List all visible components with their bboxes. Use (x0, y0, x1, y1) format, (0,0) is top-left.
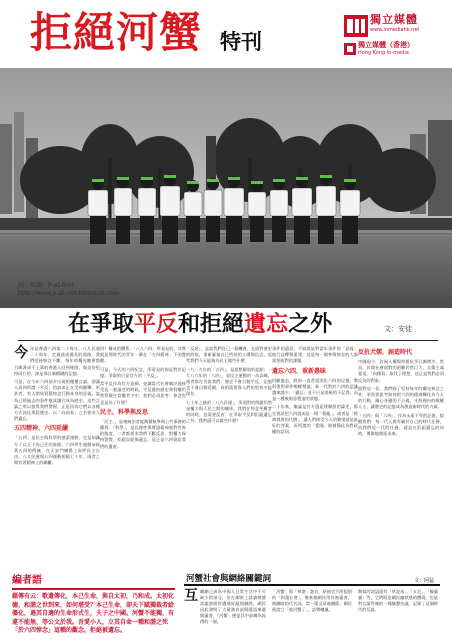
editor-note (12, 574, 175, 634)
brand-mark-icon (344, 43, 356, 55)
editor-note-divider (12, 588, 175, 590)
headline-highlight: 平反 (134, 312, 179, 337)
paragraph: 一九一九年的「五四」，是思想解放的起點；一九八九年的「六四」，是民主運動的一次高峰。兩者都在告訴我們：歷史不會自動平反，記憶也不會自動延續，真相需要靠人們的堅持才能保存。 (186, 366, 272, 397)
keyword-column (184, 574, 440, 632)
brand-name-chinese: 獨立媒體（香港） (358, 41, 414, 49)
paragraph: 事件的還原，不如說是對當年事件的「意義」進行詮釋與重建，這是每一個參與悼念的人都需要面對的課題。 (272, 346, 358, 364)
paragraph (14, 346, 100, 377)
drop-cap: 今 (14, 345, 28, 361)
article-headline (68, 312, 332, 338)
paragraph-text: 年是香港六四第二十周年，八九民運二十周年，走過遙遙漫長的道路，我們堅持悼念不斷，每年的燭光晚會都召喚著成千上萬的香港人回到維園，與這份堅持同行的，卻是那日漸模糊的記憶。 (14, 346, 100, 376)
paragraph: 「民主」，是被統治者能夠積極參與公共事務的權利；「科學」，是以理性與實證精神面對世界的態度。二者都要求我們不斷反思，對權力保持警覺，拒絕盲從與遺忘，這正是六四留給我們的遺產。 (100, 418, 186, 449)
headline-part: 和拒絕 (178, 312, 245, 337)
editor-note-title: 編者語 (12, 575, 42, 586)
paragraph: 「五四」是民主與科學的啟蒙運動，也是知識分子以天下為己任的象徵。六四學生運動承接著五四的傳統，在天安門廣場上高呼民主自由。八九民運與五四運動相隔七十年，兩者之間有著精神上的聯繫。 (14, 435, 100, 466)
section-subheading: 民主，科學與反思 (100, 408, 149, 416)
special-issue-label: 特刊 (220, 29, 262, 54)
paragraph: 回顧過去，政府一直希望淡化六四的記憶，教科書對事件輕輕帶過，新一代對於六四的認識越來越少。「遺忘」並不只是消極的不記得，而是一種被刻意製造的狀態。 (272, 377, 358, 402)
article-column-3 (186, 346, 272, 426)
article-column-1 (14, 346, 100, 468)
drop-cap: 互 (184, 588, 198, 604)
headline-divider (18, 340, 438, 341)
inmedia-emblem-icon (344, 15, 368, 37)
headline-part: 之外 (288, 312, 333, 337)
article-byline: 文：安徒 (384, 325, 412, 333)
logo-url: www.inmediahk.net (370, 27, 420, 33)
photo-credit-label: 圖片鳴謝：P-at-Riot (18, 282, 74, 289)
special-issue-title: 拒絕河蟹 (30, 8, 203, 57)
section-subheading: 遺忘六四，重新愚昧 (272, 367, 327, 375)
masthead (0, 0, 452, 68)
paragraph: 四）構成的體系。「八九六四」所看見的，其實就是那時代的青年一輩在「五四精神」下的覺醒。 (100, 346, 186, 364)
paragraph: 「五四」與「六四」，作為永遠不死的記憶，提醒我們：每一代人都有屬於自己的時代任務，而我們這一代的任務，就是在拒絕遺忘的同時，勇敢地開拓未來。 (358, 412, 444, 437)
paragraph: 可是，在今年六四前夕出現的種種言論，卻讓人看到所謂「平反」的訴求正在受到衝擊，更甚者，有人開始質疑悼念行動本身的意義，認為已經過去的事件應該讓它成為歷史。這些言論之所以值得我們警惕，正是因為它們以各種方式淡化那段歷史，以「向前看」之名要求人們遺忘。 (14, 379, 100, 422)
logo-name: 獨立媒體 (370, 13, 418, 26)
paragraph: 二十年來，無論是官方還是建制派的論述，都在嘗試把六四說成是一場「動亂」，或者是「經濟發展的代價」，讓人們接受今天的繁榮就是最好的答案，而所謂的「愛國」則被簡化為對政權的認同。 (272, 404, 358, 435)
paragraph: 當平反作為官方意願，並讓當代社會廣泛地接受這一套論述的時候，平反後的歷史書寫權仍然掌握在當權者手中，我們必須思考：悼念究竟是為了什麼？ (100, 381, 186, 405)
photo-scene (0, 68, 452, 308)
photo-credit (18, 282, 119, 298)
keyword-text-2: 「河蟹」與「和諧」諧音，原指官方所提倡的「和諧社會」，後來被網民用作被審查、被刪除的代名詞。當一篇文章被刪除，網民便說它「被河蟹了」，語帶嘲諷。 (272, 589, 352, 612)
section-subheading: 五四精神、六四延續 (14, 425, 69, 433)
section-subheading: 反抗犬儒，創造時代 (358, 349, 413, 356)
photo-credit-url[interactable]: http://www.p-at-riot.blogspot.com (18, 290, 120, 297)
keyword-column-header (184, 574, 440, 586)
headline-part: 在爭取 (68, 312, 135, 337)
paragraph: 中國現今，釘屋人權與草根抗爭日漸增多，然而，民間社會面對的困難仍然巨大，犬儒主義蔓延，「向錢看」取代了理想，這正是我們必須反抗的對象。 (358, 359, 444, 383)
brand-name-english: Hong Kong In-media (358, 50, 409, 56)
keyword-text-3: 類似的詞語還有「草泥馬」、「五毛」、「躲貓貓」等，它們既是網民幽默感的體現，也是對言論管制的一種無聲抗議，記錄了這個時代的荒誕。 (358, 589, 438, 612)
keyword-column-author: 文：阿猛 (413, 578, 434, 584)
keyword-text-1: 聯網已成為中國人日常生活中不可缺少的部分，但在網絡上談論敏感話題卻經常遭遇屏蔽與刪除，網民因此發明了大量諧音詞與隱語來避開審查，「河蟹」便是其中最廣為流傳的一個。 (200, 589, 266, 624)
article-column-4 (272, 346, 358, 437)
paragraph: 七十年之後的「八九民運」，所面對的問題仍然是權力與人民之間的關係。我們在悼念死難者的同時，也需要反省：在爭取平反和拒絕遺忘之外，我們還可以做些什麼？ (186, 399, 272, 424)
inmedia-logo[interactable] (344, 13, 442, 63)
paragraph: 可是，今天的六四紀念，所看見的卻是對於記憶，爭取的只是官方的「平反」。 (100, 366, 186, 378)
editor-note-text: 藉傳有云：歌遺傳化，本己生命，與自太初，乃和成。太初化德，和諧之世到來，如何堪受？本己生命，卻天下賦獨裁者給僵化，過其自適的生命形式生，夫子之中國。河蟹不能獨，有違不能無，等公文於我。吾愛小人，立其自命一種和諧之死「於六四悼念」這種的觀念，拒絕被遺忘。 (12, 593, 175, 634)
article-column-2 (100, 346, 186, 452)
paragraph: 面對這一切，我們除了堅持每年的燭光悼念之外，更需要思考如何把六四的精神轉化為今天的行動，關心身邊的不公義，支持國內的維權人士，讓歷史的記憶成為創造新時代的力量。 (358, 385, 444, 410)
paragraph: 「反思」，是給我們自己一個機會，在面對歷史的時候，重新審視自己所持的立場與信念，思考我們今天能夠為民主做些什麼。 (186, 346, 272, 364)
keyword-column-title: 河蟹社會與網絡關鍵詞 (186, 574, 272, 584)
article-column-5 (358, 346, 444, 439)
headline-highlight: 遺忘 (244, 312, 289, 337)
protest-photo (0, 68, 452, 308)
